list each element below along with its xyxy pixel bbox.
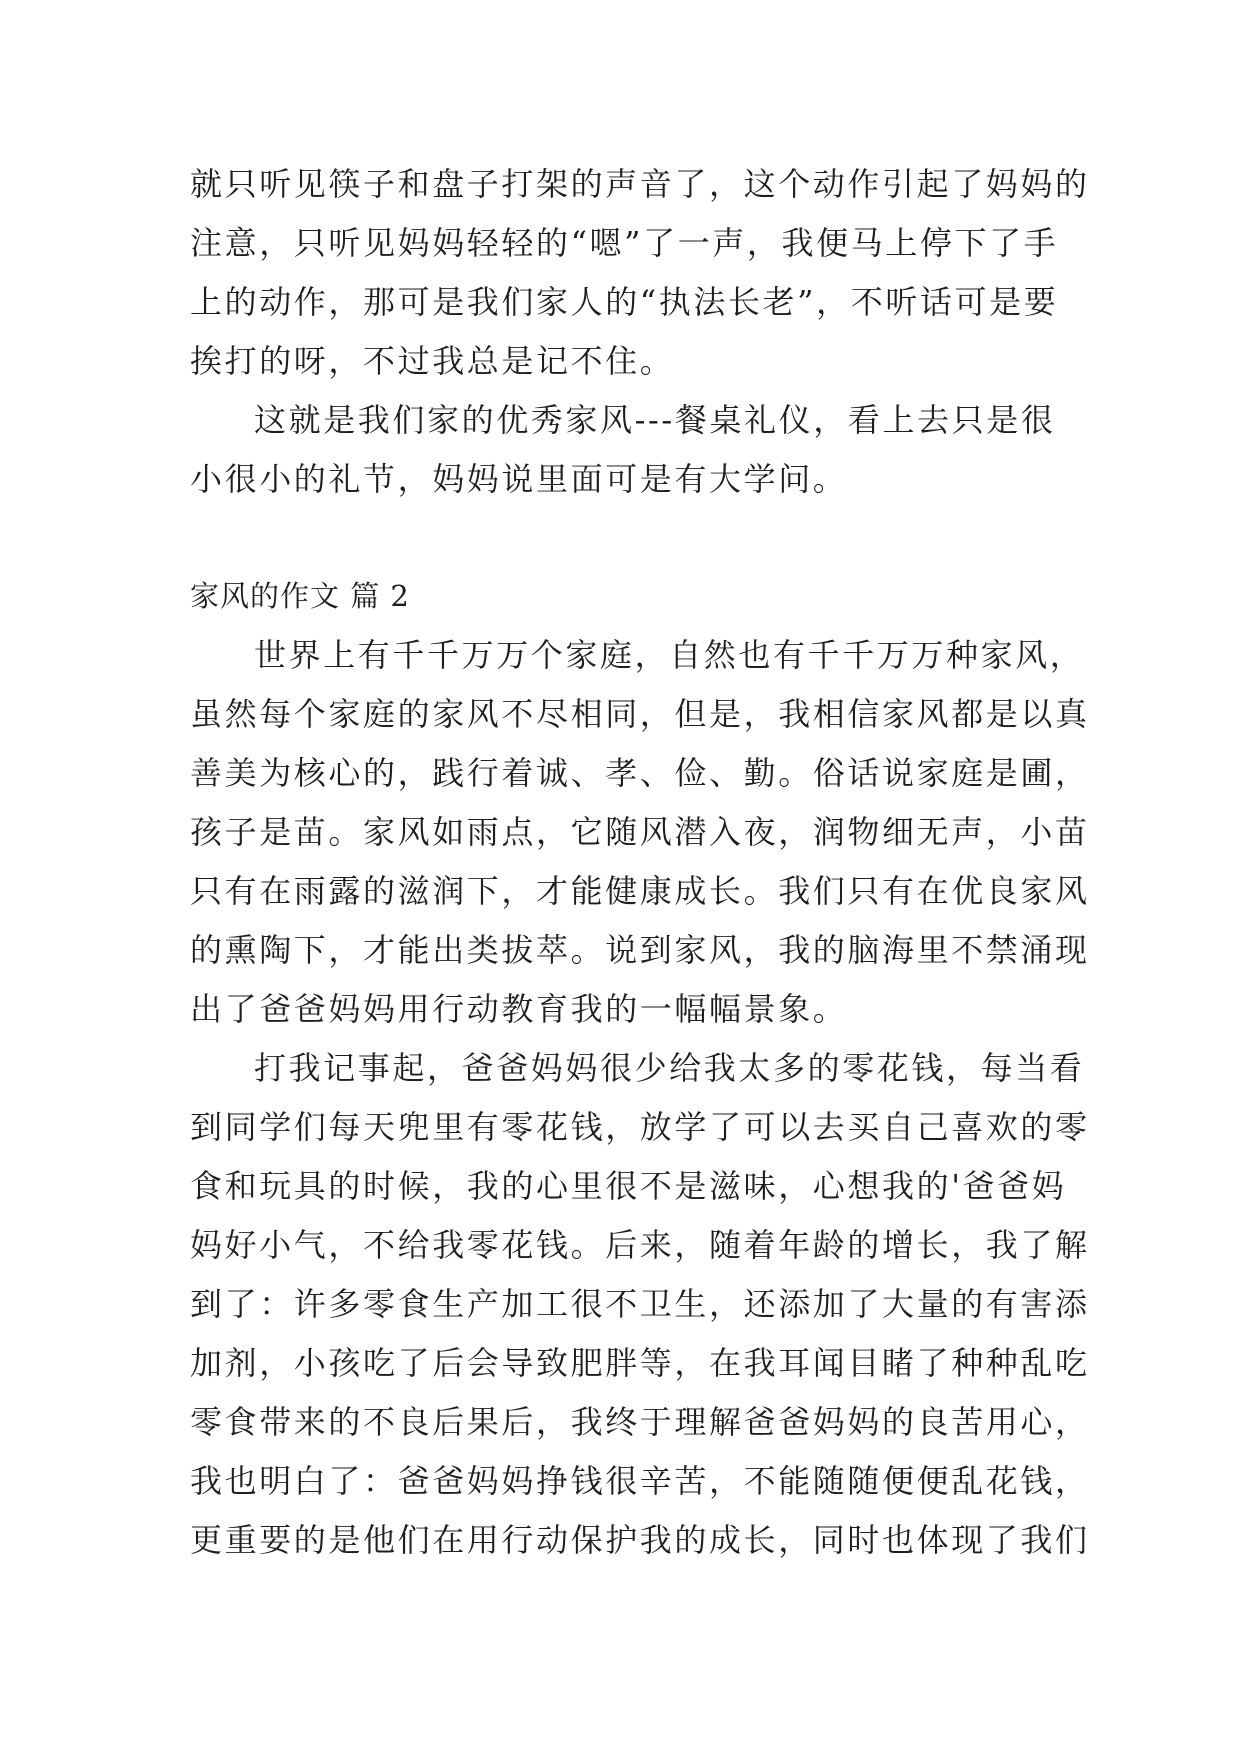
text-line: 妈好小气，不给我零花钱。后来，随着年龄的增长，我了解: [190, 1226, 1090, 1264]
text-line: 孩子是苗。家风如雨点，它随风潜入夜，润物细无声，小苗: [190, 813, 1090, 851]
text-line: 小很小的礼节，妈妈说里面可是有大学问。: [190, 460, 848, 498]
text-line: 只有在雨露的滋润下，才能健康成长。我们只有在优良家风: [190, 872, 1090, 910]
section-heading: 家风的作文 篇 2: [190, 579, 410, 613]
text-line: 善美为核心的，践行着诚、孝、俭、勤。俗话说家庭是圃，: [190, 754, 1090, 792]
text-line: 的熏陶下，才能出类拔萃。说到家风，我的脑海里不禁涌现: [190, 931, 1090, 969]
text-line: 世界上有千千万万个家庭，自然也有千千万万种家风，: [254, 636, 1085, 674]
text-line: 就只听见筷子和盘子打架的声音了，这个动作引起了妈妈的: [190, 165, 1090, 203]
text-line: 虽然每个家庭的家风不尽相同，但是，我相信家风都是以真: [190, 695, 1090, 733]
text-line: 我也明白了：爸爸妈妈挣钱很辛苦，不能随随便便乱花钱，: [190, 1462, 1090, 1500]
text-line: 出了爸爸妈妈用行动教育我的一幅幅景象。: [190, 990, 848, 1028]
text-line: 这就是我们家的优秀家风---餐桌礼仪，看上去只是很: [254, 401, 1056, 439]
text-line: 到同学们每天兜里有零花钱，放学了可以去买自己喜欢的零: [190, 1108, 1090, 1146]
text-line: 食和玩具的时候，我的心里很不是滋味，心想我的'爸爸妈: [190, 1167, 1067, 1205]
text-line: 打我记事起，爸爸妈妈很少给我太多的零花钱，每当看: [254, 1049, 1085, 1087]
text-line: 注意，只听见妈妈轻轻的“嗯”了一声，我便马上停下了手: [190, 224, 1059, 262]
text-line: 零食带来的不良后果后，我终于理解爸爸妈妈的良苦用心，: [190, 1403, 1090, 1441]
text-line: 到了：许多零食生产加工很不卫生，还添加了大量的有害添: [190, 1285, 1090, 1323]
text-line: 加剂，小孩吃了后会导致肥胖等，在我耳闻目睹了种种乱吃: [190, 1344, 1090, 1382]
text-line: 挨打的呀，不过我总是记不住。: [190, 342, 675, 380]
text-line: 上的动作，那可是我们家人的“执法长老”，不听话可是要: [190, 283, 1059, 321]
text-line: 更重要的是他们在用行动保护我的成长，同时也体现了我们: [190, 1521, 1090, 1559]
